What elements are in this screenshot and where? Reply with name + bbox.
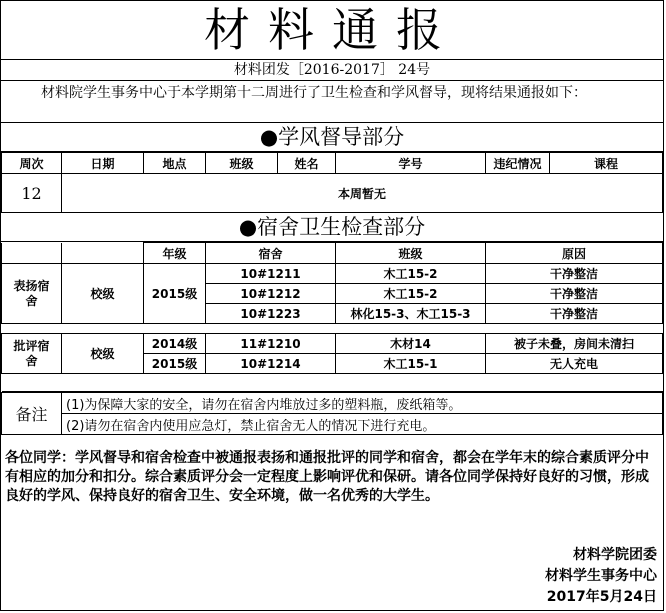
criticism-room: 10#1214: [206, 354, 336, 374]
praise-label: 表扬宿舍: [2, 264, 62, 324]
dorm-header-row: [2, 243, 663, 264]
praise-room: 10#1212: [206, 284, 336, 304]
notice-paragraph: 各位同学：学风督导和宿舍检查中被通报表扬和通报批评的同学和宿舍，都会在学年末的综合素质评分中有相应的加分和扣分。综合素质评分会一定程度上影响评优和保研。请各位同学保持好良好的习惯，形成良好的学风、保持良好的宿舍卫生、安全环境，做一名优秀的大学生。: [5, 450, 649, 504]
signature-block: [545, 545, 657, 608]
none-cell: 本周暂无: [62, 174, 663, 213]
header-room: 宿舍: [206, 243, 336, 264]
dorm-table: [1, 242, 663, 392]
header-student-id: 学号: [336, 153, 486, 174]
criticism-class: 木工15-1: [336, 354, 486, 374]
criticism-reason: 被子未叠，房间未清扫: [486, 334, 663, 354]
criticism-room: 11#1210: [206, 334, 336, 354]
criticism-grade: 2015级: [144, 354, 206, 374]
header-violation: 违纪情况: [486, 153, 550, 174]
signature-org1: 材料学院团委: [573, 547, 657, 563]
criticism-row: [2, 334, 663, 354]
praise-reason: 干净整洁: [486, 264, 663, 284]
praise-grade: 2015级: [144, 264, 206, 324]
header-grade: 年级: [144, 243, 206, 264]
study-header-row: [2, 153, 663, 174]
criticism-reason: 无人充电: [486, 354, 663, 374]
header-dorm-class: 班级: [336, 243, 486, 264]
remarks-label: 备注: [2, 393, 62, 435]
intro-paragraph: 材料院学生事务中心于本学期第十二周进行了卫生检查和学风督导，现将结果通报如下：: [1, 81, 663, 123]
praise-class: 林化15-3、木工15-3: [336, 304, 486, 324]
header-week: 周次: [2, 153, 62, 174]
criticism-class: 木材14: [336, 334, 486, 354]
signature-date: 2017年5月24日: [546, 589, 657, 605]
praise-class: 木工15-2: [336, 264, 486, 284]
section-dorm-title: ●宿舍卫生检查部分: [1, 213, 663, 242]
praise-reason: 干净整洁: [486, 284, 663, 304]
remark-item: (1)为保障大家的安全，请勿在宿舍内堆放过多的塑料瓶，废纸箱等。: [62, 393, 663, 414]
week-cell: 12: [2, 174, 62, 213]
study-table: [1, 152, 663, 213]
praise-row: [2, 264, 663, 284]
praise-room: 10#1223: [206, 304, 336, 324]
remark-item: (2)请勿在宿舍内使用应急灯，禁止宿舍无人的情况下进行充电。: [62, 414, 663, 435]
signature-org2: 材料学生事务中心: [545, 568, 657, 584]
document-number: 材料团发［2016-2017］ 24号: [1, 60, 663, 81]
header-class: 班级: [206, 153, 278, 174]
criticism-label: 批评宿舍: [2, 334, 62, 374]
study-data-row: [2, 174, 663, 213]
header-reason: 原因: [486, 243, 663, 264]
praise-room: 10#1211: [206, 264, 336, 284]
header-name: 姓名: [278, 153, 336, 174]
document-title: 材料通报: [1, 1, 663, 60]
praise-level: 校级: [62, 264, 144, 324]
praise-reason: 干净整洁: [486, 304, 663, 324]
header-place: 地点: [144, 153, 206, 174]
section-study-title: ●学风督导部分: [1, 123, 663, 152]
criticism-level: 校级: [62, 334, 144, 374]
praise-class: 木工15-2: [336, 284, 486, 304]
header-date: 日期: [62, 153, 144, 174]
header-course: 课程: [550, 153, 663, 174]
criticism-grade: 2014级: [144, 334, 206, 354]
remarks-table: [1, 392, 663, 435]
